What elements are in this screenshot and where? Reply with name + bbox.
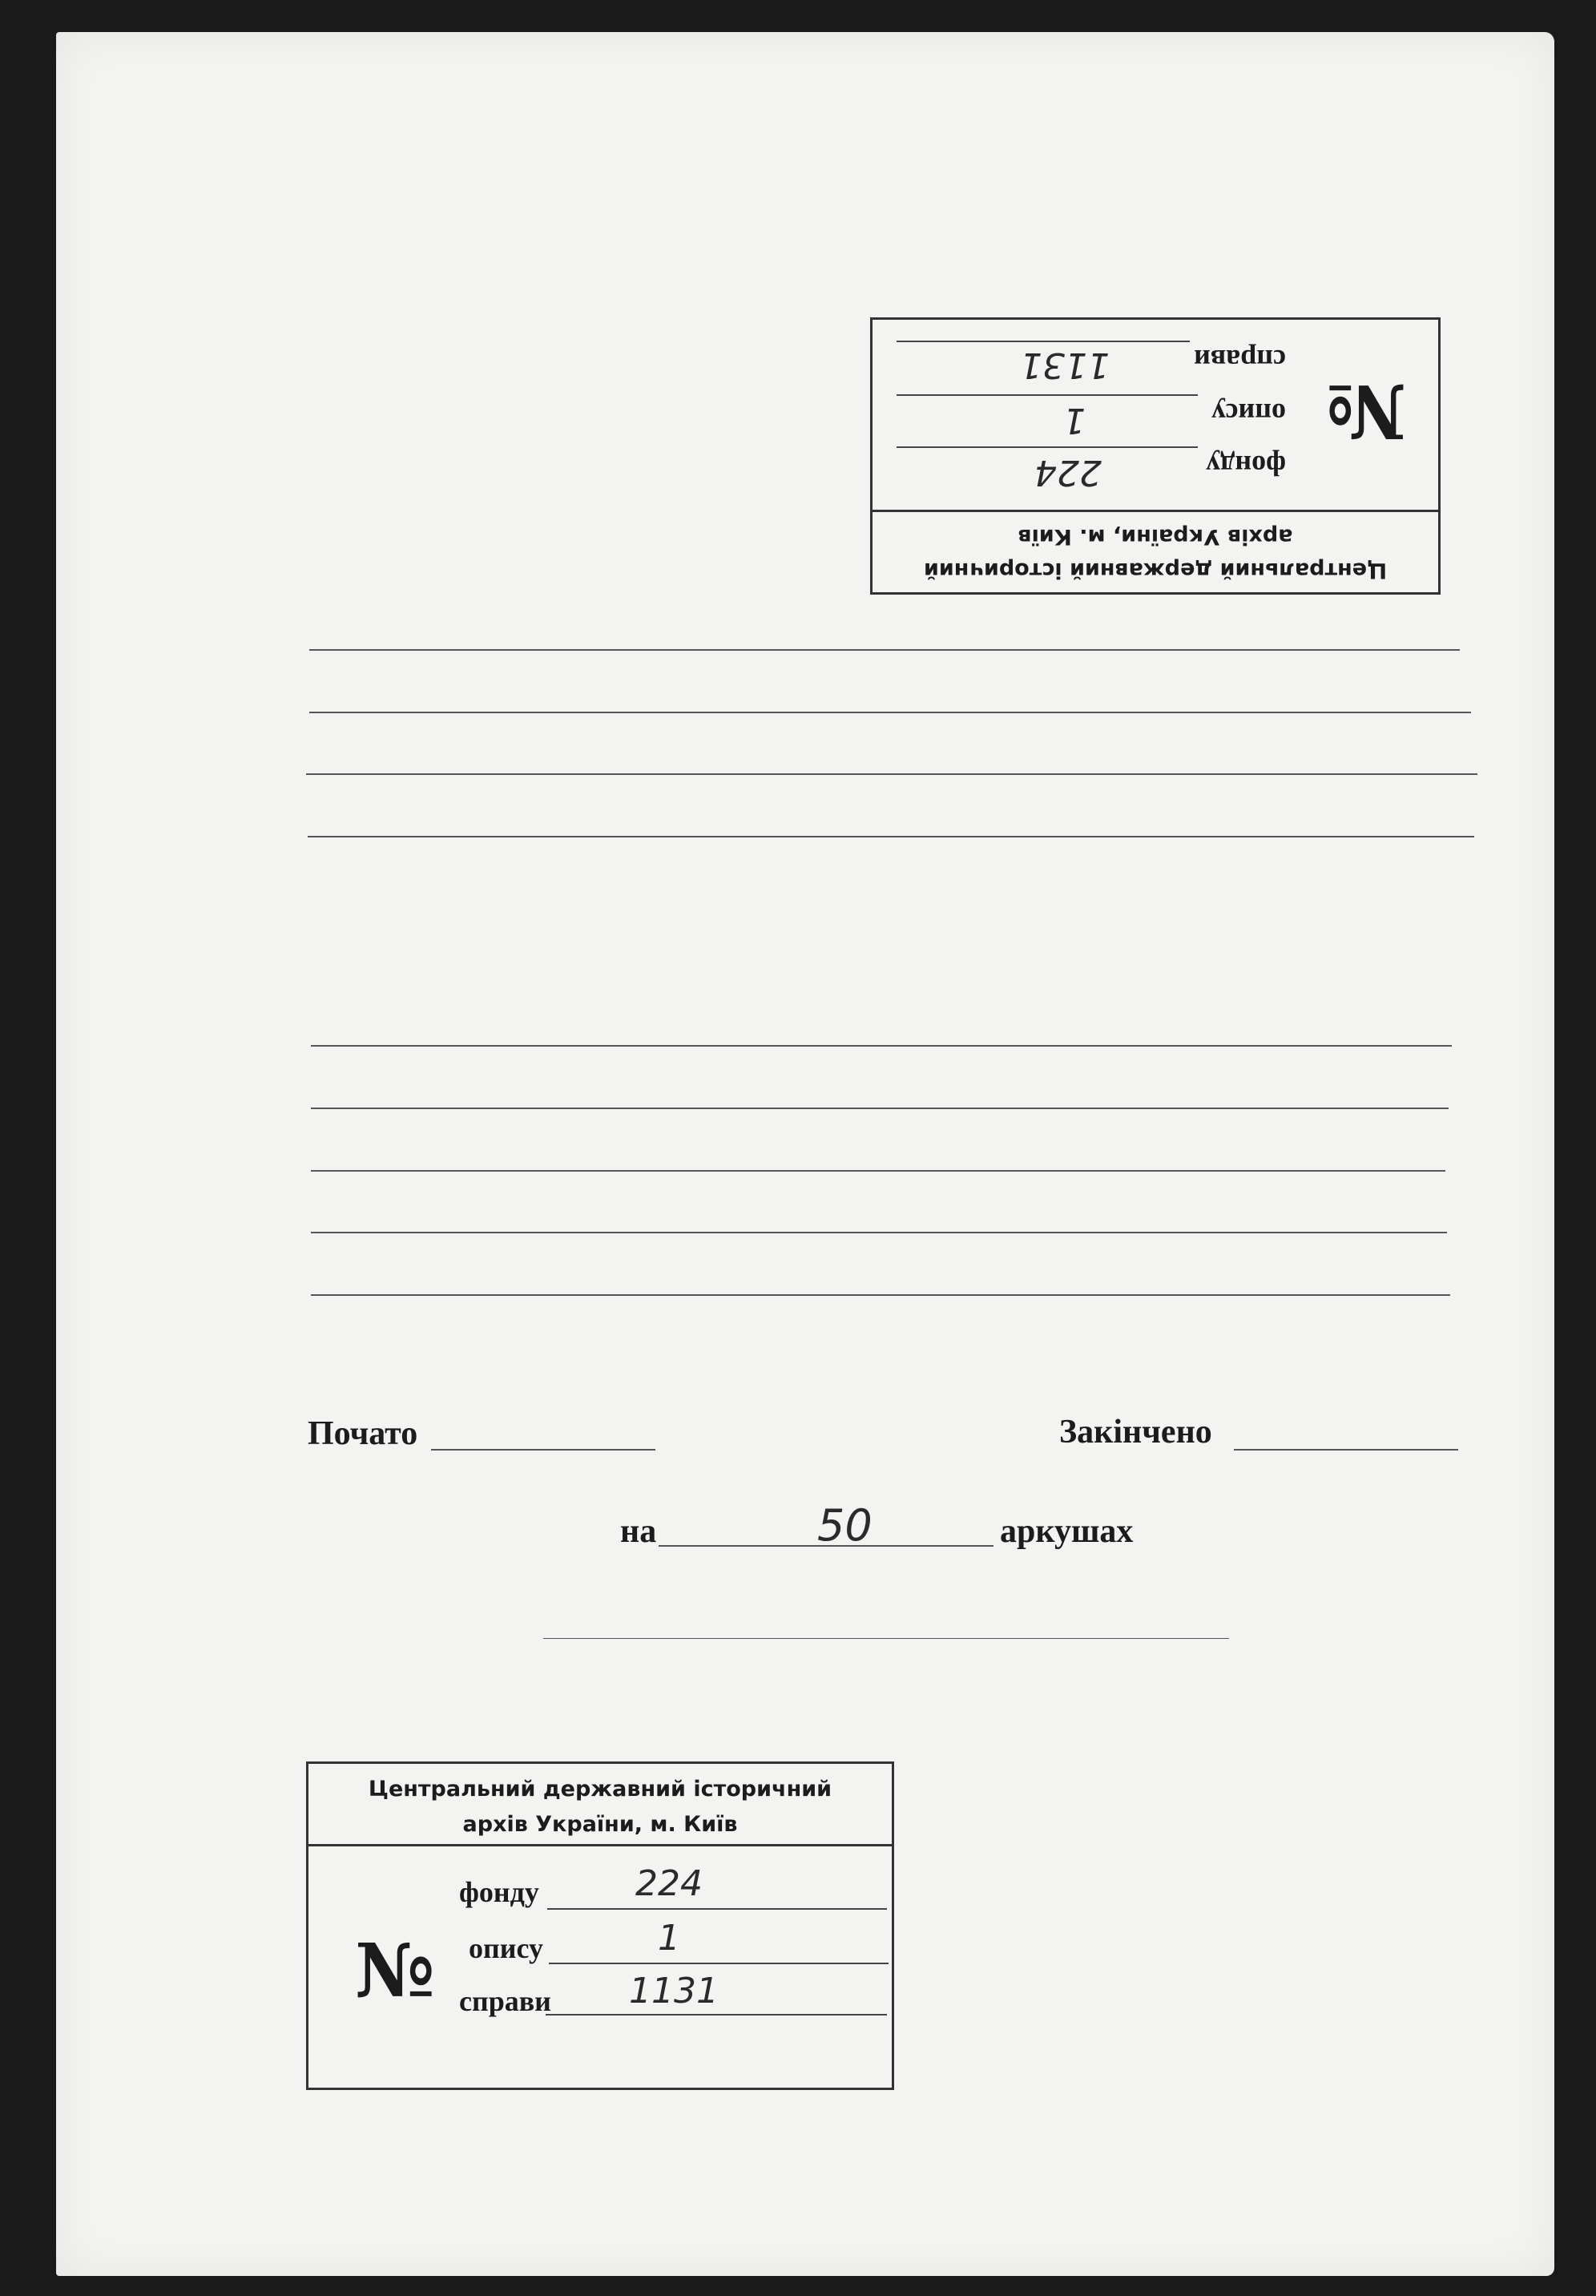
- stamp-top-opys-value: 1: [1063, 400, 1086, 441]
- stamp-bottom-sprava-value: 1131: [629, 1971, 719, 2012]
- stamp-bottom-opys-label: опису: [469, 1932, 543, 1964]
- title-line-5: [311, 1045, 1452, 1047]
- finished-label: Закінчено: [1059, 1414, 1212, 1451]
- title-line-7: [311, 1170, 1445, 1172]
- stamp-bottom-fond-value: 224: [635, 1863, 703, 1904]
- stamp-bottom-number-sign: №: [355, 1927, 435, 2014]
- title-line-6: [311, 1108, 1449, 1109]
- stamp-bottom-sprava-line: [546, 2014, 887, 2016]
- stamp-top-archive-line1: Центральний державний історичний: [923, 558, 1388, 583]
- stamp-bottom-fond-label: фонду: [459, 1876, 539, 1908]
- signature-line: [543, 1638, 1229, 1639]
- title-line-2: [309, 712, 1471, 713]
- title-line-3: [306, 773, 1477, 775]
- archive-stamp-top: [870, 317, 1441, 595]
- stamp-top-fond-label: фонду: [1206, 450, 1286, 482]
- title-line-9: [311, 1294, 1450, 1296]
- on-label: на: [620, 1513, 657, 1550]
- finished-line: [1234, 1449, 1458, 1451]
- stamp-top-opys-label: опису: [1211, 397, 1286, 430]
- stamp-bottom-opys-line: [549, 1963, 889, 1964]
- stamp-bottom-opys-value: 1: [658, 1918, 680, 1959]
- archive-stamp-bottom: [306, 1761, 894, 2090]
- title-line-1: [309, 649, 1460, 651]
- stamp-bottom-separator: [308, 1844, 892, 1846]
- started-line: [431, 1449, 655, 1451]
- stamp-bottom-archive-line2: архів України, м. Київ: [462, 1812, 738, 1837]
- stamp-bottom-archive-line1: Центральний державний історичний: [368, 1777, 832, 1802]
- stamp-top-sprava-line: [897, 341, 1190, 342]
- title-line-8: [311, 1232, 1447, 1233]
- stamp-top-fond-line: [897, 446, 1198, 448]
- stamp-top-sprava-label: справи: [1194, 344, 1286, 376]
- stamp-bottom-sprava-label: справи: [459, 1985, 551, 2017]
- started-label: Почато: [308, 1415, 418, 1452]
- cover-sheet: [56, 32, 1554, 2276]
- stamp-top-sprava-value: 1131: [1020, 345, 1110, 385]
- sheets-label: аркушах: [1000, 1513, 1134, 1550]
- stamp-top-archive-line2: архів України, м. Київ: [1018, 524, 1293, 549]
- stamp-top-number-sign: №: [1326, 368, 1406, 454]
- stamp-bottom-fond-line: [547, 1908, 887, 1910]
- sheets-count-value: 50: [817, 1500, 873, 1551]
- title-line-4: [308, 836, 1474, 837]
- stamp-top-separator: [873, 510, 1438, 512]
- stamp-top-opys-line: [897, 394, 1198, 396]
- stamp-top-fond-value: 224: [1034, 452, 1102, 493]
